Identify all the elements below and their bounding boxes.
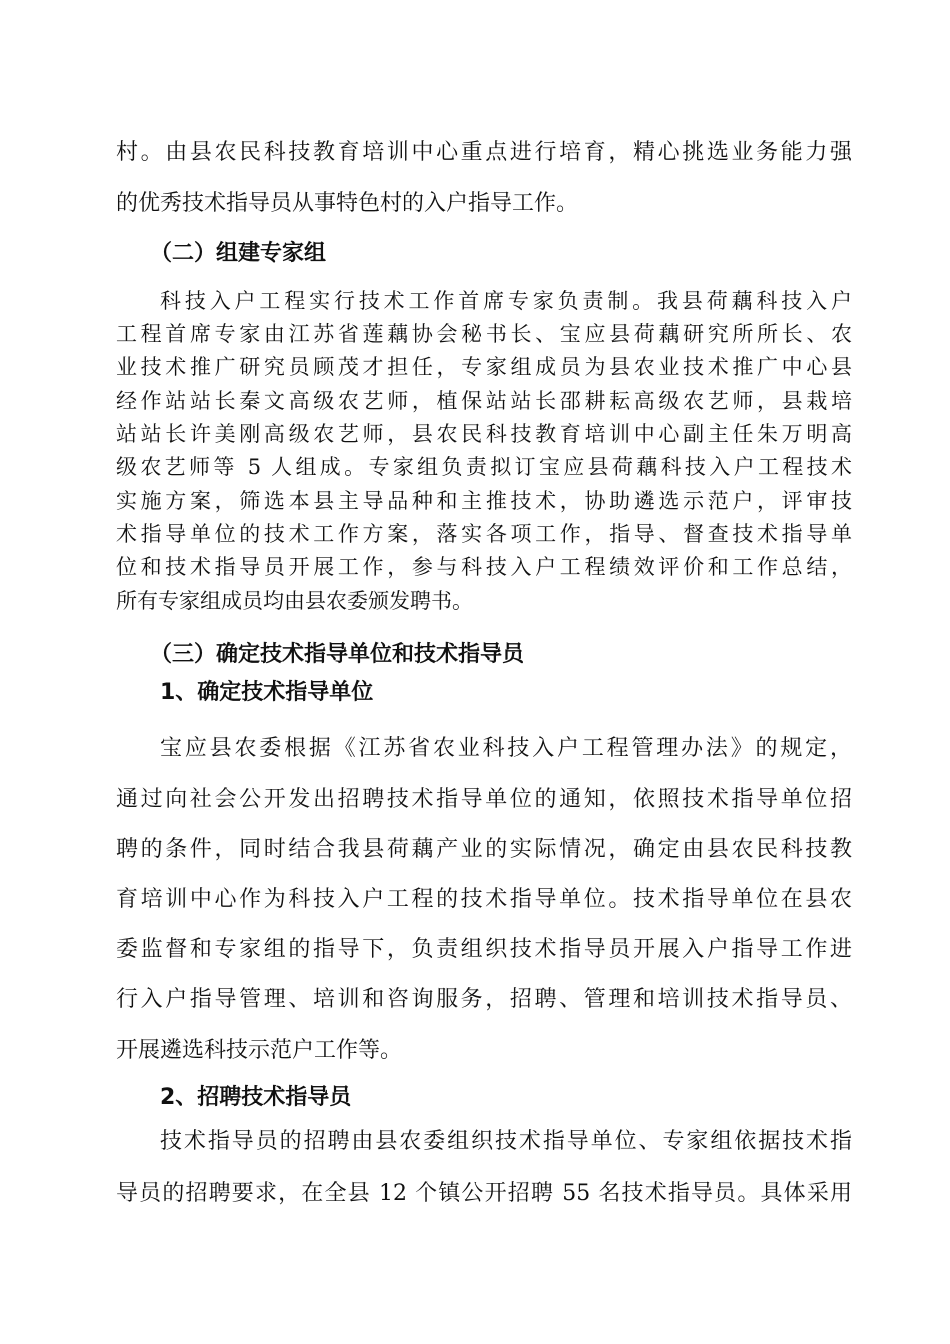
paragraph-line: 聘的条件，同时结合我县荷藕产业的实际情况，确定由县农民科技教 bbox=[116, 837, 852, 862]
paragraph-line: 村。由县农民科技教育培训中心重点进行培育，精心挑选业务能力强 bbox=[116, 140, 852, 165]
paragraph-line: 行入户指导管理、培训和咨询服务，招聘、管理和培训技术指导员、 bbox=[116, 987, 852, 1012]
paragraph-line: 位和技术指导员开展工作，参与科技入户工程绩效评价和工作总结， bbox=[116, 555, 852, 579]
paragraph-line: 工程首席专家由江苏省莲藕协会秘书长、宝应县荷藕研究所所长、农 bbox=[116, 322, 852, 346]
paragraph-line: 育培训中心作为科技入户工程的技术指导单位。技术指导单位在县农 bbox=[116, 887, 852, 912]
paragraph-line: 级农艺师等 5 人组成。专家组负责拟订宝应县荷藕科技入户工程技术 bbox=[116, 455, 852, 479]
section-heading: （二）组建专家组 bbox=[150, 241, 327, 266]
paragraph-line: 实施方案，筛选本县主导品种和主推技术，协助遴选示范户，评审技 bbox=[116, 489, 852, 513]
paragraph-line: 通过向社会公开发出招聘技术指导单位的通知，依照技术指导单位招 bbox=[116, 787, 852, 812]
paragraph-line: 业技术推广研究员顾茂才担任，专家组成员为县农业技术推广中心县 bbox=[116, 355, 852, 379]
paragraph-line: 导员的招聘要求，在全县 12 个镇公开招聘 55 名技术指导员。具体采用 bbox=[116, 1181, 852, 1206]
paragraph-line: 站站长许美刚高级农艺师，县农民科技教育培训中心副主任朱万明高 bbox=[116, 422, 852, 446]
paragraph-line: 技术指导员的招聘由县农委组织技术指导单位、专家组依据技术指 bbox=[160, 1129, 852, 1154]
subsection-heading: 2、招聘技术指导员 bbox=[160, 1085, 352, 1110]
section-heading: （三）确定技术指导单位和技术指导员 bbox=[150, 642, 525, 667]
paragraph-line: 宝应县农委根据《江苏省农业科技入户工程管理办法》的规定， bbox=[160, 736, 852, 761]
paragraph-line: 经作站站长秦文高级农艺师，植保站站长邵耕耘高级农艺师，县栽培 bbox=[116, 389, 852, 413]
subsection-heading: 1、确定技术指导单位 bbox=[160, 680, 374, 705]
paragraph-line: 的优秀技术指导员从事特色村的入户指导工作。 bbox=[116, 191, 579, 216]
paragraph-line: 开展遴选科技示范户工作等。 bbox=[116, 1038, 403, 1063]
paragraph-line: 科技入户工程实行技术工作首席专家负责制。我县荷藕科技入户 bbox=[160, 289, 852, 313]
paragraph-line: 所有专家组成员均由县农委颁发聘书。 bbox=[116, 589, 473, 613]
paragraph-line: 委监督和专家组的指导下，负责组织技术指导员开展入户指导工作进 bbox=[116, 937, 852, 962]
paragraph-line: 术指导单位的技术工作方案，落实各项工作，指导、督查技术指导单 bbox=[116, 522, 852, 546]
